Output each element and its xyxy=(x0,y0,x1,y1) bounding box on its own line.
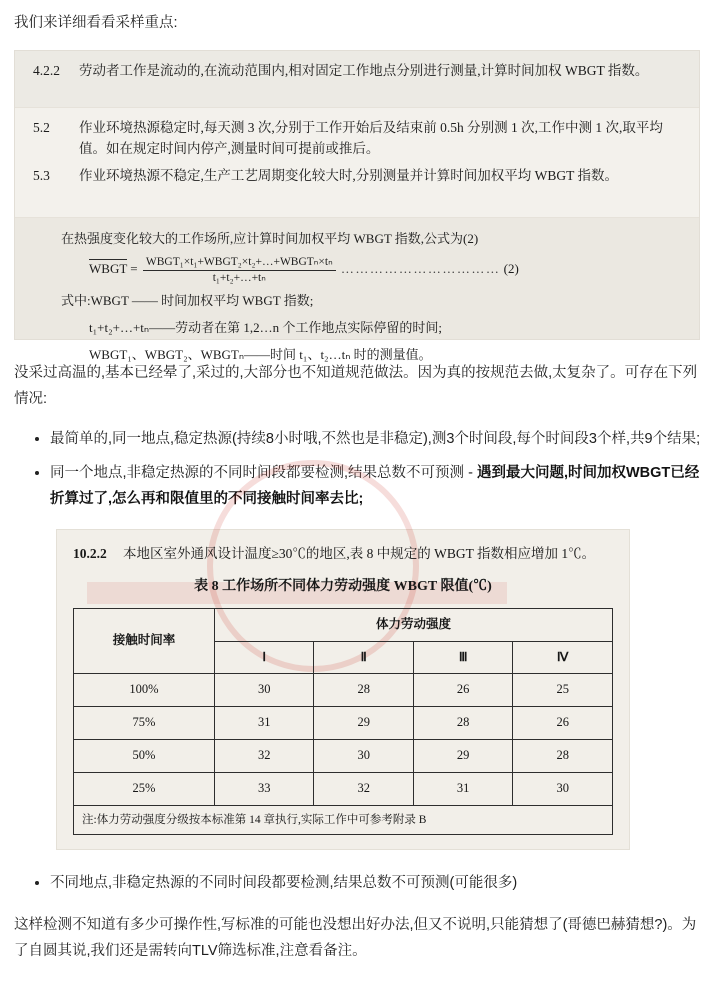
table-cell: 31 xyxy=(413,773,512,806)
column-group-label: 体力劳动强度 xyxy=(215,608,613,641)
column-header: Ⅲ xyxy=(413,641,512,674)
row-header-label: 接触时间率 xyxy=(74,608,215,674)
clause-row xyxy=(33,61,681,82)
table-footnote: 注:体力劳动强度分级按本标准第 14 章执行,实际工作中可参考附录 B xyxy=(73,806,613,835)
table-cell: 25 xyxy=(513,674,613,707)
formula-lead: 在热强度变化较大的工作场所,应计算时间加权平均 WBGT 指数,公式为(2) xyxy=(61,231,479,247)
formula-where-line xyxy=(33,290,681,312)
list-item-text: 不同地点,非稳定热源的不同时间段都要检测,结果总数不可预测(可能很多) xyxy=(50,875,518,892)
column-header: Ⅱ xyxy=(314,641,413,674)
clause-block-4-2-2 xyxy=(15,51,699,107)
table-cell: 30 xyxy=(215,674,314,707)
list-item xyxy=(50,870,701,896)
intro-lead: 我们来详细看看采样重点: xyxy=(14,15,178,31)
formula-block xyxy=(15,217,699,363)
table-title: 表 8 工作场所不同体力劳动强度 WBGT 限值(℃) xyxy=(194,579,492,595)
wbgt-limits-table-figure xyxy=(56,529,630,851)
clause-number: 5.2 xyxy=(33,120,50,136)
leader-dots: …………………………… xyxy=(340,261,501,277)
clause-number: 10.2.2 xyxy=(73,545,107,561)
list-item-emphasis: 遇到最大问题,时间加权WBGT已经折算过了,怎么再和限值里的不同接触时间率去比; xyxy=(50,465,700,508)
table-body xyxy=(74,674,613,806)
table-cell: 32 xyxy=(314,773,413,806)
clause-row xyxy=(33,118,681,160)
table-cell: 28 xyxy=(314,674,413,707)
formula-lhs: WBGT xyxy=(89,261,128,277)
formula-denominator: t₁+t₂+…+tₙ xyxy=(212,271,266,284)
table-cell: 26 xyxy=(413,674,512,707)
equation-number: (2) xyxy=(503,261,519,277)
clause-row xyxy=(33,166,681,187)
table-cell: 33 xyxy=(215,773,314,806)
formula-def-1: t₁+t₂+…+tₙ——劳动者在第 1,2…n 个工作地点实际停留的时间; xyxy=(89,320,442,336)
table-cell: 26 xyxy=(513,707,613,740)
table-cell: 29 xyxy=(413,740,512,773)
formula-where-label: 式中:WBGT xyxy=(61,292,129,308)
table-row xyxy=(74,707,613,740)
table-cell: 31 xyxy=(215,707,314,740)
clause-number: 4.2.2 xyxy=(33,63,60,79)
formula-def-2: WBGT₁、WBGT₂、WBGTₙ——时间 t₁、t₂…tₙ 时的测量值。 xyxy=(89,347,432,363)
table-cell: 28 xyxy=(413,707,512,740)
table-cell: 29 xyxy=(314,707,413,740)
formula-def-0: 时间加权平均 WBGT 指数; xyxy=(161,292,314,308)
table-row xyxy=(74,674,613,707)
formula-numerator: WBGT₁×t₁+WBGT₂×t₂+…+WBGTₙ×tₙ xyxy=(143,255,336,270)
wbgt-limits-table xyxy=(73,608,613,806)
clause-text: 作业环境热源稳定时,每天测 3 次,分别于工作开始后及结束前 0.5h 分别测 1 次,工作中测 1 次,取平均值。如在规定时间内停产,测量时间可提前或推后。 xyxy=(79,120,663,157)
body-paragraph-1: 没采过高温的,基本已经晕了,采过的,大部分也不知道规范做法。因为真的按规范去做,太复杂了。可存在下列情况: xyxy=(14,365,698,408)
clause-text: 劳动者工作是流动的,在流动范围内,相对固定工作地点分别进行测量,计算时间加权 WBGT 指数。 xyxy=(79,63,649,79)
table-cell: 30 xyxy=(513,773,613,806)
clause-text: 作业环境热源不稳定,生产工艺周期变化较大时,分别测量并计算时间加权平均 WBGT 指数。 xyxy=(79,167,618,183)
list-item xyxy=(50,426,701,452)
row-label: 25% xyxy=(74,773,215,806)
standard-clauses-scan-figure xyxy=(14,50,700,363)
bullet-list-2 xyxy=(14,870,701,896)
table-header-row xyxy=(74,608,613,641)
table-row xyxy=(74,773,613,806)
table-cell: 28 xyxy=(513,740,613,773)
row-label: 50% xyxy=(74,740,215,773)
formula-where-dash: —— xyxy=(131,292,158,308)
table-row xyxy=(74,740,613,773)
table-cell: 30 xyxy=(314,740,413,773)
table-head xyxy=(74,608,613,674)
list-item-text: 同一个地点,非稳定热源的不同时间段都要检测,结果总数不可预测 - xyxy=(50,465,477,482)
clause-number: 5.3 xyxy=(33,167,50,183)
column-header: Ⅰ xyxy=(215,641,314,674)
row-label: 75% xyxy=(74,707,215,740)
column-header: Ⅳ xyxy=(513,641,613,674)
row-label: 100% xyxy=(74,674,215,707)
list-item-text: 最简单的,同一地点,稳定热源(持续8小时哦,不然也是非稳定),测3个时间段,每个时间段3个样,共9个结果; xyxy=(50,431,701,448)
clause-10-2-2 xyxy=(73,542,613,566)
formula-equation xyxy=(33,255,681,285)
formula-fraction xyxy=(143,255,336,285)
clause-text: 本地区室外通风设计温度≥30℃的地区,表 8 中规定的 WBGT 指数相应增加 1℃。 xyxy=(123,545,596,561)
body-paragraph-2: 这样检测不知道有多少可操作性,写标准的可能也没想出好办法,但又不说明,只能猜想了(哥德巴赫猜想?)。为了自圆其说,我们还是需转向TLV筛选标准,注意看备注。 xyxy=(14,917,697,960)
clause-block-5-2-5-3 xyxy=(15,107,699,217)
table-cell: 32 xyxy=(215,740,314,773)
equals-sign: = xyxy=(130,261,138,277)
